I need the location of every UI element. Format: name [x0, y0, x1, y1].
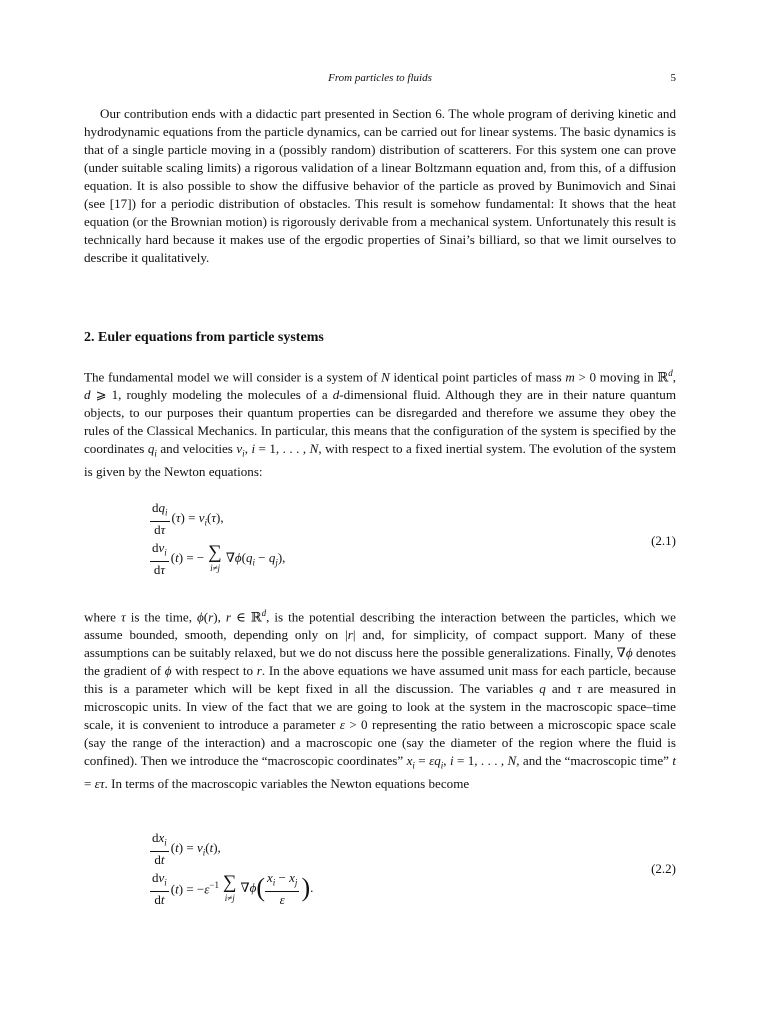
running-header: [84, 72, 676, 88]
section-heading: 2. Euler equations from particle systems: [84, 330, 324, 345]
equation-2-1-line-1: $\frac{dq_i}{d\tau}$ $(\tau) = v_i(\tau)$,: [152, 500, 224, 537]
equation-2-1: [84, 500, 676, 596]
intro-paragraph: Our contribution ends with a didactic part presented in Section 6. The whole program of deriving kinetic and hydrodynamic equations from the particle dynamics, can be carried out for linear systems. The basic dynamics is that of a single particle moving in a (possibly random) distribution of scatterers. For this system one can prove (under suitable scaling limits) a rigorous validation of a linear Boltzmann equation and, from this, of a diffusion equation. It is also possible to show the diffusive behavior of the particle as proved by Bunimovich and Sinai (see [17]) for a periodic distribution of obstacles. This result is somehow fundamental: It shows that the heat equation (or the Brownian motion) is rigorously derivable from a mechanical system. Unfortunately this result is technically hard because it makes use of the ergodic properties of Sinai’s billiard, so that we limit ourselves to describe it qualitatively.: [84, 106, 676, 265]
equation-number: (2.1): [651, 533, 676, 548]
equation-number: (2.2): [651, 861, 676, 876]
running-title: From particles to fluids: [328, 72, 432, 84]
equation-2-2: [84, 830, 676, 930]
equation-2-1-line-2: $\frac{dv_i}{d\tau}$ (t) = − ∑ i≠j $\nabla\phi(q_i - q_j)$,: [152, 540, 286, 577]
model-paragraph: The fundamental model we will consider is a system of N identical point particles of mass m > 0 moving in ℝ$^d$, d ⩾ 1, roughly modeling the molecules of a d-dimensional fluid. Although they are in their nature quantum objects, to our purposes their quantum properties can be disregarded and therefore we assume they obey the rules of the Classical Mechanics. In particular, this means that the configuration of the system is specified by the coordinates $q_i$ and velocities $v_i$, i = 1, . . . , N, with respect to a fixed inertial system. The evolution of the system is given by the Newton equations:: [84, 368, 677, 479]
equation-2-2-line-1: $\frac{dx_i}{dt}$ $(t) = v_i(t)$,: [152, 830, 221, 867]
where-paragraph: where τ is the time, ϕ(r), r ∈ ℝ$^d$, is the potential describing the interaction between the particles, which we assume bounded, smooth, depending only on |r| and, for simplicity, of compact support. Many of these assumptions can be suitably relaxed, but we do not discuss here the possible generalizations. Finally, ∇ϕ denotes the gradient of ϕ with respect to r. In the above equations we have assumed unit mass for each particle, because this is a parameter which will be kept fixed in all the discussion. The variables q and τ are measured in microscopic units. In view of the fact that we are going to look at the system in the macroscopic space–time scale, it is convenient to introduce a parameter ε > 0 representing the ratio between a microscopic space scale (say the range of the interaction) and a macroscopic one (say the diameter of the region where the fluid is confined). Then we introduce the “macroscopic coordinates” $x_i = \varepsilon q_i$, i = 1, . . . , N, and the “macroscopic time” t = ετ. In terms of the macroscopic variables the Newton equations become: [84, 608, 677, 791]
page-number: 5: [670, 72, 676, 84]
equation-2-2-line-2: $\frac{dv_i}{dt}$ $(t) = -\varepsilon^{-1}$ ∑ i≠j ∇ϕ ( $\frac{x_i - x_j}{\varepsilon}$ ) .: [152, 870, 314, 907]
